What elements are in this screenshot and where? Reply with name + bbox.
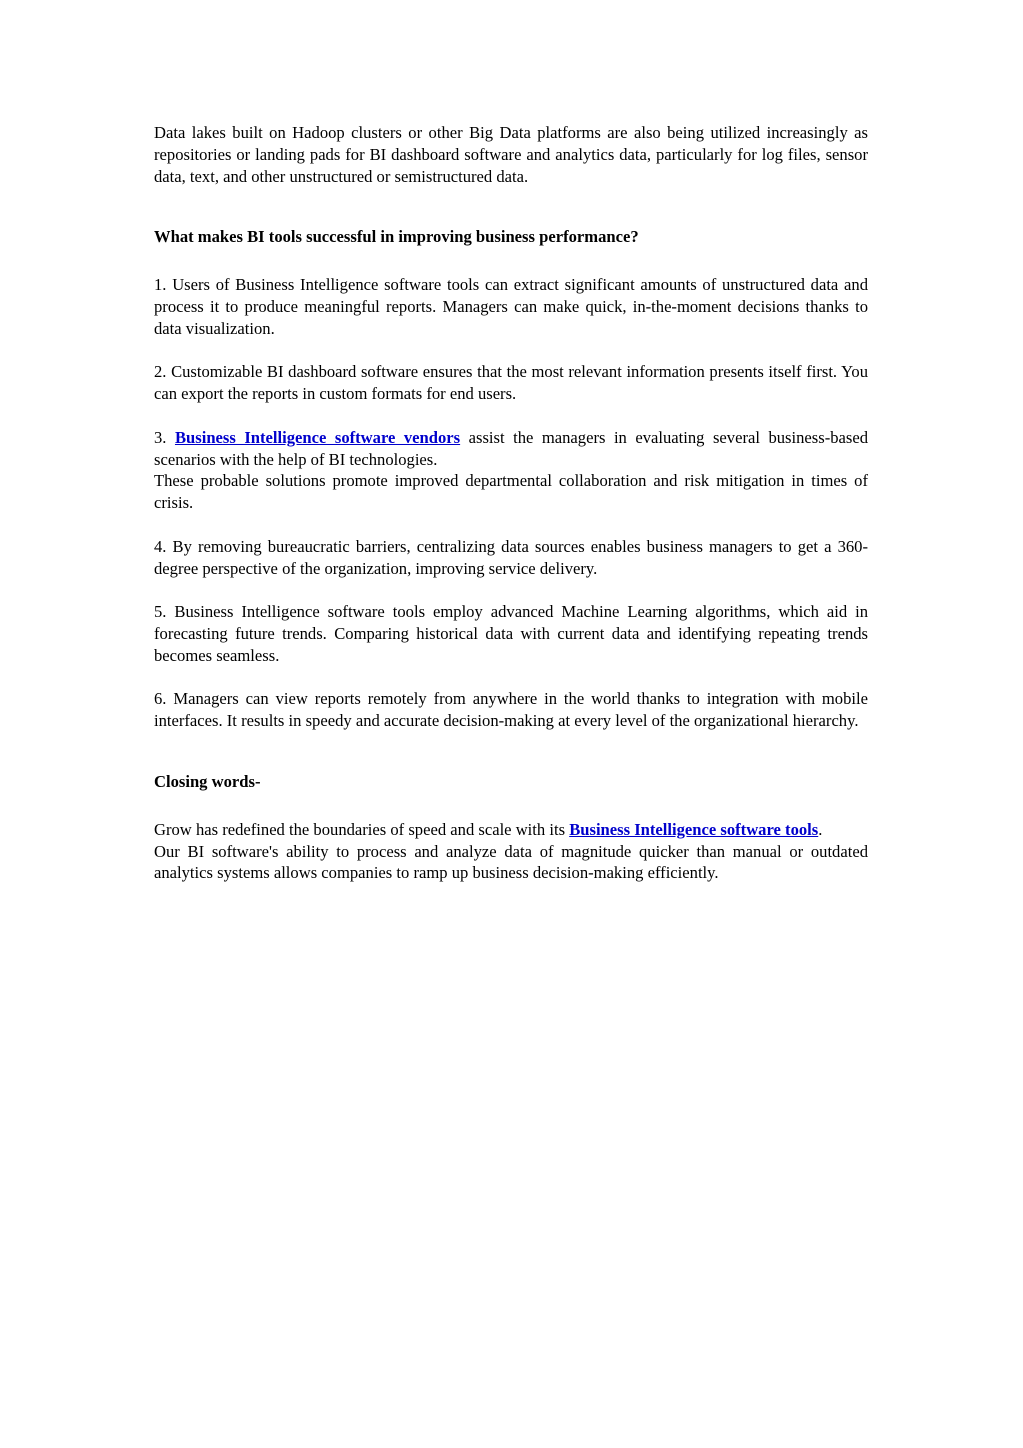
closing-paragraph — [154, 819, 868, 841]
list-item-2: 2. Customizable BI dashboard software ensures that the most relevant information presents itself first. You can export the reports in custom formats for end users. — [154, 362, 868, 404]
list-item-3-continuation: These probable solutions promote improved departmental collaboration and risk mitigation in times of crisis. — [154, 471, 868, 513]
list-item-6: 6. Managers can view reports remotely from anywhere in the world thanks to integration with mobile interfaces. It results in speedy and accurate decision-making at every level of the organizational hierarchy. — [154, 689, 868, 731]
intro-paragraph: Data lakes built on Hadoop clusters or other Big Data platforms are also being utilized increasingly as repositories or landing pads for BI dashboard software and analytics data, particularly for log files, sensor data, text, and other unstructured or semistructured data. — [154, 123, 868, 186]
section-heading-closing: Closing words- — [154, 771, 261, 791]
list-item-5: 5. Business Intelligence software tools employ advanced Machine Learning algorithms, which aid in forecasting future trends. Comparing historical data with current data and identifying repeating trends becomes seamless. — [154, 602, 868, 665]
list-item-3 — [154, 427, 868, 471]
section-heading-bi-success: What makes BI tools successful in improving business performance? — [154, 227, 639, 247]
document-page — [154, 122, 868, 884]
bi-software-vendors-link[interactable]: Business Intelligence software vendors — [174, 427, 461, 447]
list-item-3-suffix: assist the managers in evaluating several business-based scenarios with the help of BI technologies. — [154, 427, 869, 469]
closing-continuation: Our BI software's ability to process and analyze data of magnitude quicker than manual or outdated analytics systems allows companies to ramp up business decision-making efficiently. — [154, 841, 868, 883]
list-item-4: 4. By removing bureaucratic barriers, centralizing data sources enables business managers to get a 360-degree perspective of the organization, improving service delivery. — [154, 536, 868, 578]
closing-suffix: . — [818, 819, 823, 839]
list-item-1: 1. Users of Business Intelligence software tools can extract significant amounts of unstructured data and process it to produce meaningful reports. Managers can make quick, in-the-moment decisions thanks to data visualization. — [154, 275, 868, 338]
bi-software-tools-link[interactable]: Business Intelligence software tools — [569, 819, 819, 839]
list-item-3-prefix: 3. — [154, 427, 175, 447]
closing-prefix: Grow has redefined the boundaries of speed and scale with its — [154, 819, 570, 839]
